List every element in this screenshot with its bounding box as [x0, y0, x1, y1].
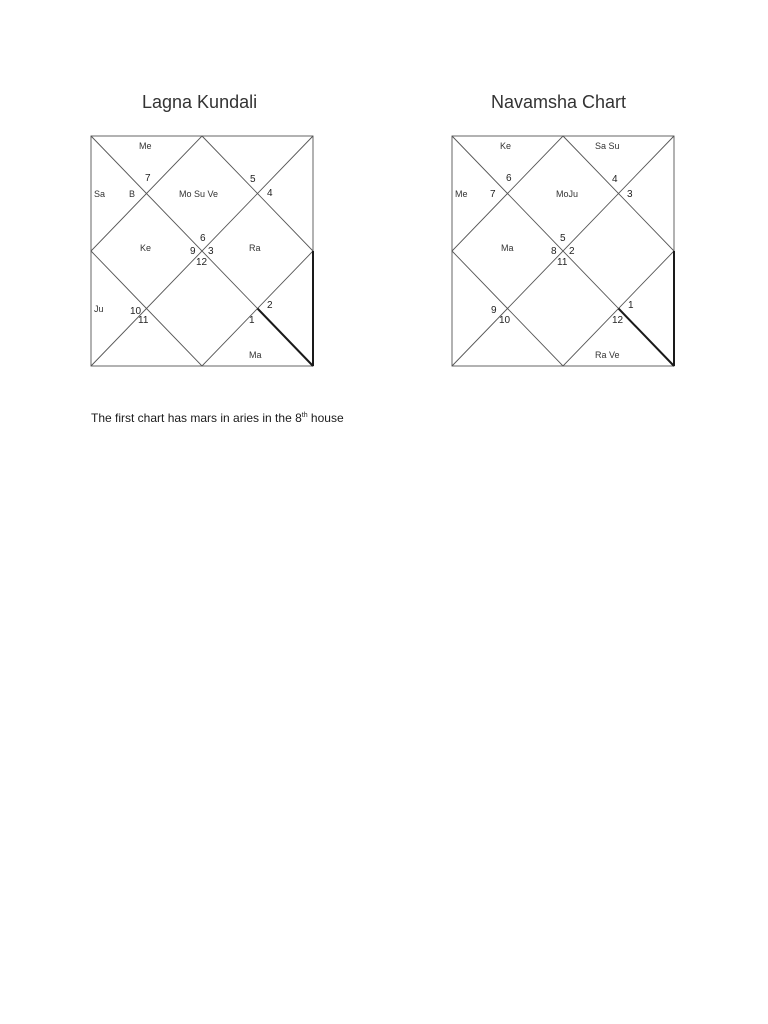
house-number: 8: [551, 246, 557, 257]
house-number: 3: [627, 189, 633, 200]
planet-moon-sun-venus: Mo Su Ve: [179, 189, 219, 199]
planet-saturn-sun: Sa Su: [595, 141, 620, 151]
planet-rahu: Ra: [249, 243, 261, 253]
planet-rahu-venus: Ra Ve: [595, 350, 620, 360]
house-number: 4: [612, 174, 618, 185]
house-number: 2: [569, 246, 575, 257]
house-number: 3: [208, 246, 214, 257]
house-number: 12: [612, 315, 624, 326]
house-number: 12: [196, 257, 208, 268]
navamsha-chart: [452, 136, 674, 366]
planet-mars: Ma: [249, 350, 262, 360]
house-number: 9: [190, 246, 196, 257]
planet-jupiter: Ju: [94, 304, 104, 314]
planet-saturn: Sa: [94, 189, 106, 199]
chart-caption: [91, 411, 344, 425]
caption-text-end: house: [307, 411, 344, 425]
house-number: 10: [130, 306, 142, 317]
planet-mars: Ma: [501, 243, 514, 253]
planet-b-label: B: [129, 189, 136, 199]
planet-moon-jupiter: MoJu: [556, 189, 579, 199]
planet-mercury: Me: [139, 141, 152, 151]
caption-superscript: th: [301, 412, 308, 419]
house-number: 4: [267, 188, 273, 199]
lagna-kundali-title: Lagna Kundali: [142, 92, 258, 112]
house-number: 5: [560, 233, 566, 244]
lagna-kundali-chart: [91, 136, 313, 366]
planet-ketu: Ke: [140, 243, 152, 253]
house-number: 1: [249, 315, 255, 326]
house-number: 11: [138, 315, 149, 326]
navamsha-chart-title: Navamsha Chart: [491, 92, 627, 112]
house-number: 1: [628, 300, 634, 311]
house-number: 5: [250, 174, 256, 185]
house-number: 7: [145, 173, 151, 184]
house-number: 2: [267, 300, 273, 311]
planet-mercury: Me: [455, 189, 468, 199]
house-number: 7: [490, 189, 496, 200]
chart-diagonal-bold-segment: [258, 309, 314, 367]
house-number: 11: [557, 257, 568, 268]
house-number: 6: [200, 233, 206, 244]
planet-ketu: Ke: [500, 141, 512, 151]
caption-text: The first chart has mars in aries in the 8: [91, 411, 302, 425]
chart-diagonal-bold-segment: [619, 309, 675, 367]
house-number: 10: [499, 315, 511, 326]
house-number: 6: [506, 173, 512, 184]
house-number: 9: [491, 305, 497, 316]
